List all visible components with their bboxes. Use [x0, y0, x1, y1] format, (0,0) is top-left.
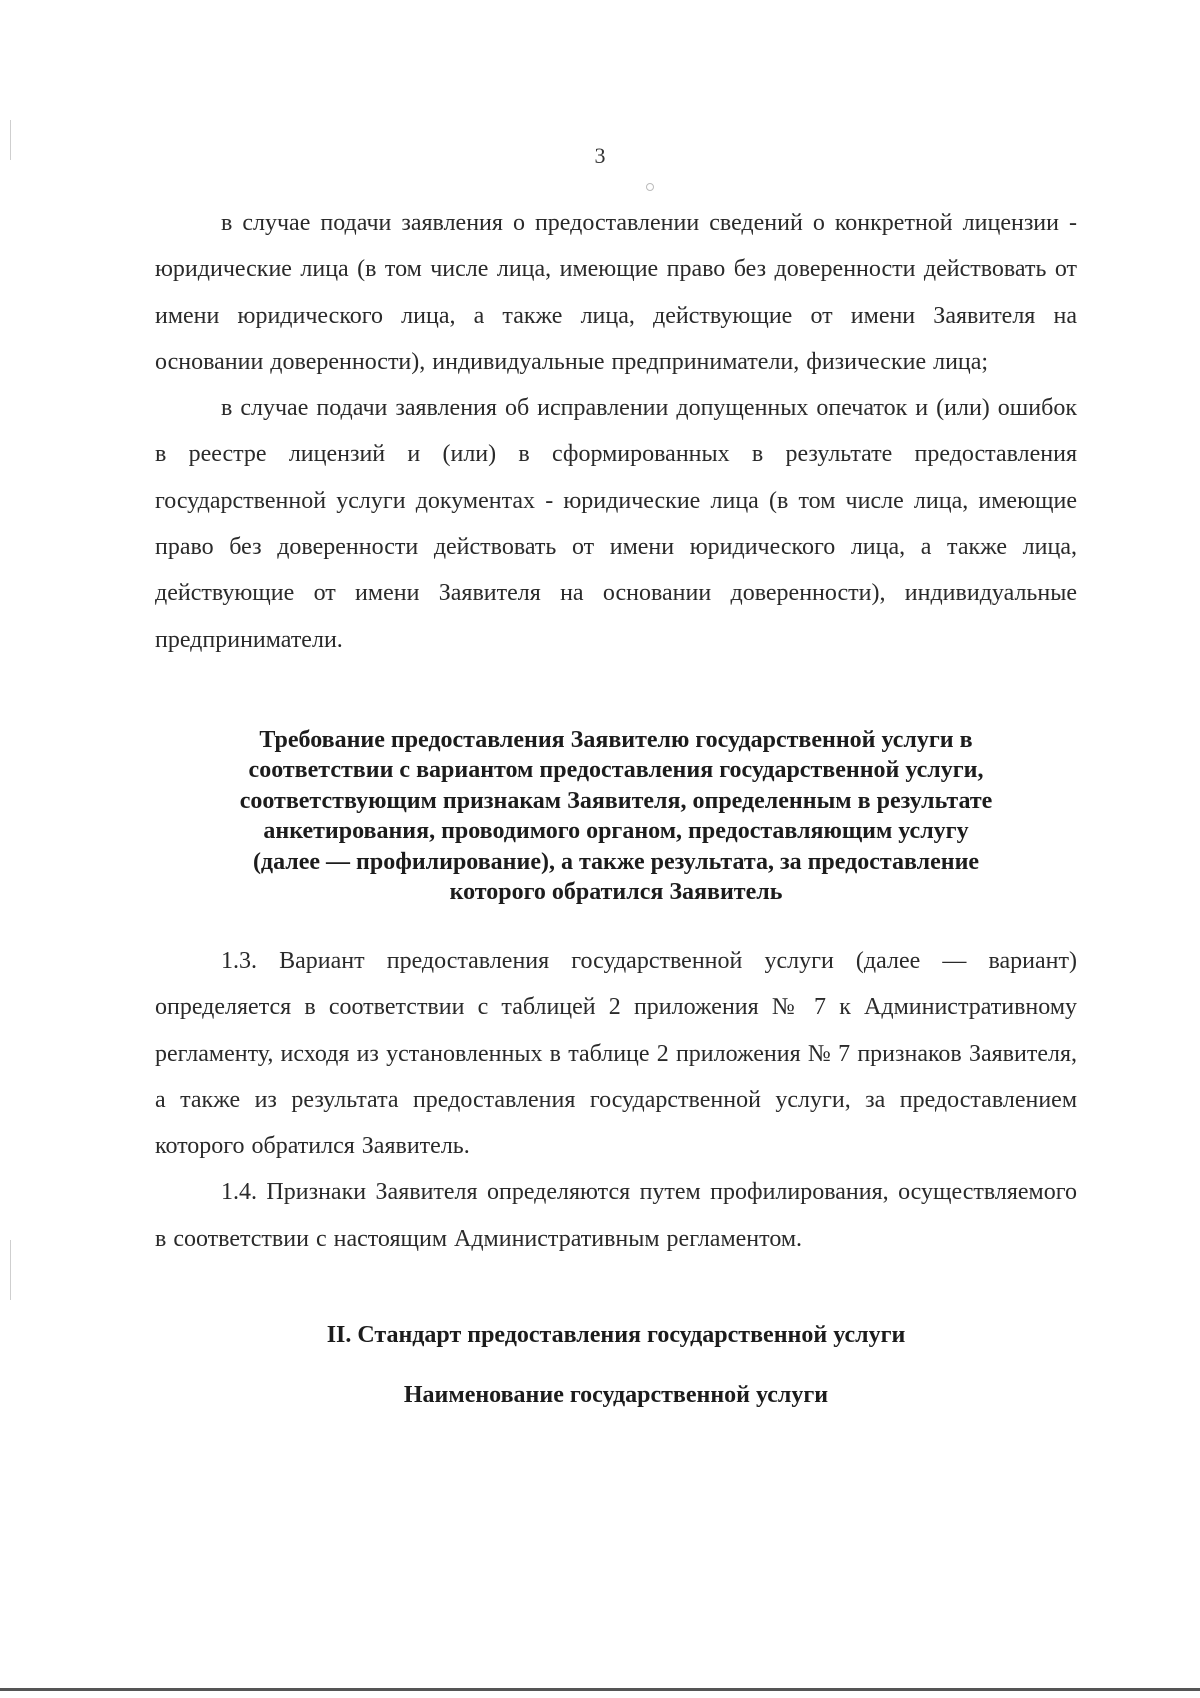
heading-line: Требование предоставления Заявителю государственной услуги в	[259, 726, 973, 753]
requirement-heading	[155, 725, 1077, 908]
paragraph-license-info: в случае подачи заявления о предоставлении сведений о конкретной лицензии - юридические лица (в том числе лица, имеющие право без доверенности действовать от имени юридического лица, а также лица, действующие от имени Заявителя на основании доверенности), индивидуальные предприниматели, физические лица;	[155, 210, 1077, 375]
scan-bottom-edge	[0, 1688, 1200, 1691]
heading-line: которого обратился Заявитель	[449, 879, 783, 906]
paragraph-1-3: 1.3. Вариант предоставления государственной услуги (далее — вариант) определяется в соответствии с таблицей 2 приложения № 7 к Административному регламенту, исходя из установленных в таблице 2 приложения № 7 признаков Заявителя, а также из результата предоставления государственной услуги, за предоставлением которого обратился Заявитель.	[155, 947, 1077, 1160]
subsection-title: Наименование государственной услуги	[403, 1381, 829, 1408]
document-body	[155, 200, 1077, 1410]
heading-line: соответствии с вариантом предоставления государственной услуги,	[248, 757, 984, 784]
heading-line: анкетирования, проводимого органом, предоставляющим услугу	[263, 818, 969, 845]
paragraph-1-4: 1.4. Признаки Заявителя определяются путем профилирования, осуществляемого в соответствии с настоящим Административным регламентом.	[155, 1179, 1077, 1252]
page-number: 3	[594, 143, 606, 168]
heading-line: (далее — профилирование), а также результата, за предоставление	[252, 848, 980, 875]
scan-speck	[646, 183, 654, 191]
scan-edge-mark	[10, 1240, 11, 1300]
section-title: II. Стандарт предоставления государственной услуги	[326, 1322, 906, 1349]
paragraph-typo-correction: в случае подачи заявления об исправлении допущенных опечаток и (или) ошибок в реестре лицензий и (или) в сформированных в результате предоставления государственной услуги документах - юридические лица (в том числе лица, имеющие право без доверенности действовать от имени юридического лица, а также лица, действующие от имени Заявителя на основании доверенности), индивидуальные предприниматели.	[155, 395, 1077, 653]
heading-line: соответствующим признакам Заявителя, определенным в результате	[239, 787, 993, 814]
